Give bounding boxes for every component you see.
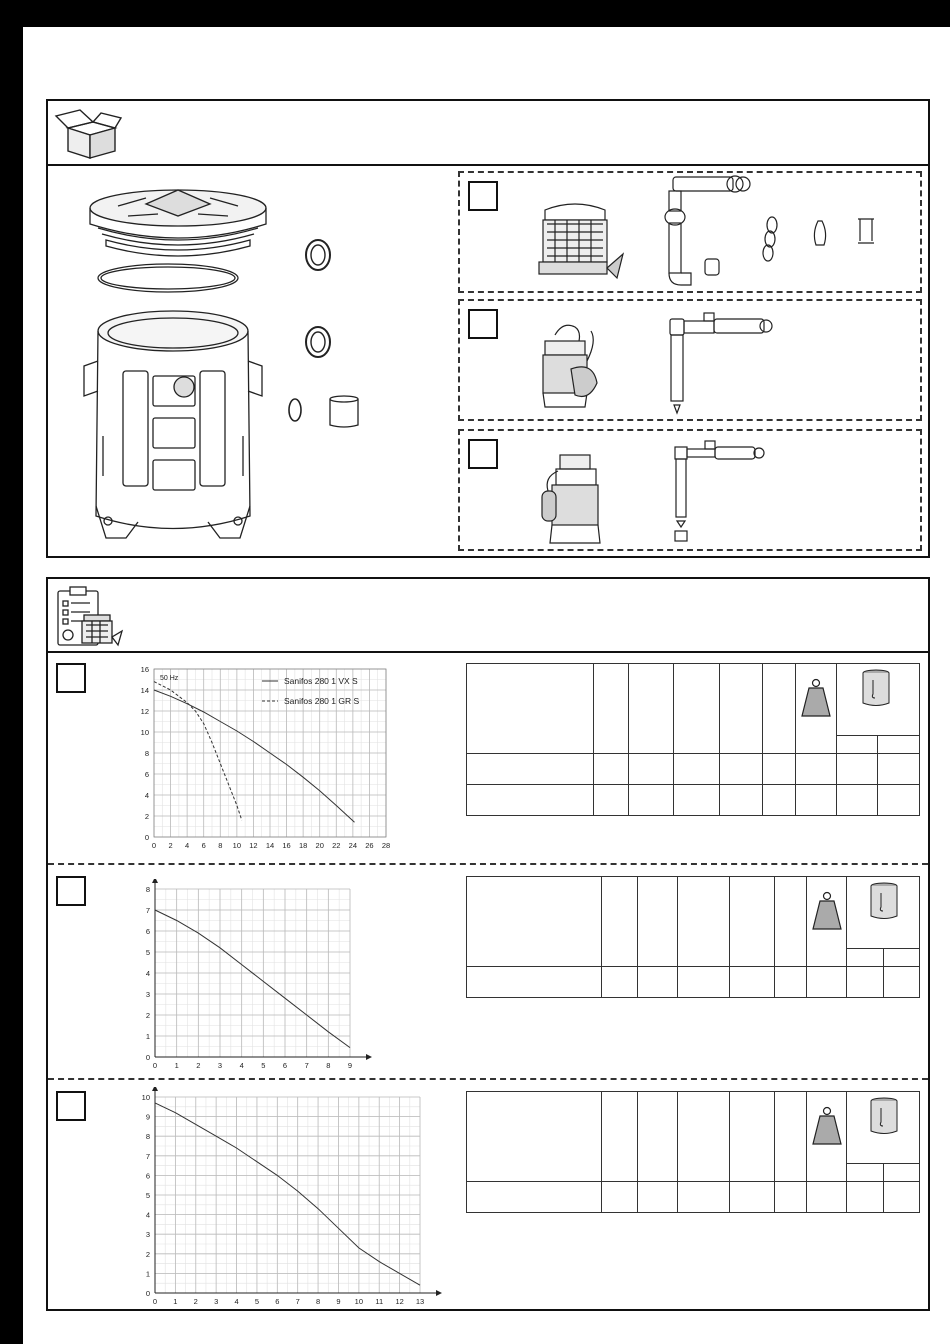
y-tick-label: 8	[145, 1132, 150, 1142]
y-tick-label: 2	[145, 1011, 150, 1020]
x-tick-label: 2	[168, 841, 173, 850]
x-tick-label: 16	[282, 841, 291, 850]
y-tick-label: 6	[144, 770, 149, 779]
pump-vortex-drawing	[535, 321, 615, 416]
y-tick-label: 1	[145, 1032, 150, 1041]
x-tick-label: 0	[152, 1061, 158, 1070]
x-tick-label: 2	[193, 1297, 198, 1306]
y-tick-label: 0	[145, 1289, 150, 1298]
box-icon	[53, 106, 123, 161]
x-tick-label: 4	[239, 1061, 244, 1070]
y-tick-label: 3	[145, 990, 150, 999]
x-tick-label: 8	[218, 841, 223, 850]
x-tick-label: 0	[152, 1297, 158, 1306]
option-number-box-2	[468, 309, 498, 339]
section-number-box-3	[56, 1091, 86, 1121]
x-tick-label: 7	[295, 1297, 300, 1306]
x-axis-arrow	[436, 1290, 442, 1296]
x-tick-label: 12	[249, 841, 258, 850]
x-tick-label: 8	[326, 1061, 331, 1070]
x-tick-label: 1	[174, 1061, 179, 1070]
pipe-sleeve	[328, 395, 360, 429]
spec-table-3	[466, 1091, 920, 1213]
series-line	[154, 690, 355, 822]
option-box-3	[458, 429, 922, 551]
seal-ring-middle	[303, 324, 333, 360]
clipboard-pump-icon	[54, 585, 126, 649]
y-tick-label: 10	[140, 728, 149, 737]
chart-annotation: 50 Hz	[160, 675, 179, 682]
x-tick-label: 13	[415, 1297, 425, 1306]
y-tick-label: 0	[145, 1053, 150, 1062]
tank-icon	[859, 668, 893, 708]
option-box-1	[458, 171, 922, 293]
option-number-box-3	[468, 439, 498, 469]
y-tick-label: 5	[145, 1191, 150, 1200]
y-tick-label: 5	[145, 948, 150, 957]
y-tick-label: 1	[145, 1269, 150, 1279]
x-tick-label: 7	[304, 1061, 309, 1070]
y-tick-label: 4	[144, 791, 149, 800]
y-tick-label: 4	[145, 969, 150, 978]
y-tick-label: 12	[140, 707, 149, 716]
pipe-kit-2-drawing	[660, 305, 780, 417]
performance-chart-1	[130, 663, 400, 855]
y-tick-label: 2	[144, 812, 149, 821]
x-tick-label: 12	[395, 1297, 404, 1306]
performance-chart-2	[130, 879, 390, 1075]
x-axis-arrow	[366, 1054, 372, 1060]
legend-label: Sanifos 280 1 GR S	[284, 696, 360, 706]
package-contents-header	[48, 101, 928, 166]
chain-and-shackles-drawing	[760, 213, 880, 273]
x-tick-label: 5	[254, 1297, 260, 1306]
x-tick-label: 6	[201, 841, 206, 850]
x-tick-label: 0	[151, 841, 157, 850]
legend-label: Sanifos 280 1 VX S	[284, 676, 358, 686]
x-tick-label: 5	[261, 1061, 266, 1070]
y-tick-label: 3	[145, 1230, 150, 1240]
package-contents-panel	[46, 99, 930, 558]
pipe-kit-1-drawing	[655, 173, 765, 291]
y-tick-label: 6	[145, 1171, 150, 1181]
weight-icon	[810, 891, 844, 931]
tank-icon	[867, 881, 901, 921]
x-tick-label: 8	[315, 1297, 321, 1306]
tank-icon	[867, 1096, 901, 1136]
y-tick-label: 0	[144, 833, 149, 842]
pipe-kit-3-drawing	[665, 435, 775, 547]
o-ring	[286, 397, 304, 423]
x-tick-label: 20	[315, 841, 324, 850]
weight-icon	[799, 678, 833, 718]
tank-assembly-drawing	[78, 186, 298, 551]
x-tick-label: 3	[217, 1061, 223, 1070]
section-divider-2	[48, 1078, 928, 1080]
performance-header	[48, 579, 928, 653]
y-tick-label: 4	[145, 1210, 150, 1220]
option-number-box-1	[468, 181, 498, 211]
x-tick-label: 14	[265, 841, 275, 850]
top-black-bar	[0, 0, 950, 27]
pump-vx-drawing	[535, 198, 625, 283]
x-tick-label: 6	[282, 1061, 288, 1070]
y-tick-label: 9	[145, 1112, 150, 1122]
section-number-box-1	[56, 663, 86, 693]
y-tick-label: 7	[145, 906, 150, 915]
x-tick-label: 2	[196, 1061, 201, 1070]
section-number-box-2	[56, 876, 86, 906]
weight-icon	[810, 1106, 844, 1146]
left-black-bar	[0, 0, 23, 1344]
y-axis-arrow	[152, 1087, 158, 1091]
x-tick-label: 28	[381, 841, 391, 850]
y-tick-label: 8	[145, 885, 150, 894]
option-box-2	[458, 299, 922, 421]
y-tick-label: 10	[141, 1093, 150, 1102]
pump-gr-drawing	[538, 451, 618, 549]
x-tick-label: 1	[173, 1297, 178, 1306]
x-tick-label: 18	[298, 841, 308, 850]
performance-chart-3	[130, 1087, 450, 1309]
x-tick-label: 10	[354, 1297, 364, 1306]
y-axis-arrow	[152, 879, 158, 883]
x-tick-label: 24	[348, 841, 358, 850]
x-tick-label: 9	[347, 1061, 353, 1070]
y-tick-label: 2	[145, 1249, 150, 1259]
performance-panel	[46, 577, 930, 1311]
x-tick-label: 3	[214, 1297, 219, 1306]
y-tick-label: 16	[140, 665, 149, 674]
x-tick-label: 10	[232, 841, 242, 850]
y-tick-label: 7	[145, 1151, 150, 1161]
seal-ring-top	[303, 237, 333, 273]
x-tick-label: 26	[365, 841, 374, 850]
x-tick-label: 6	[275, 1297, 280, 1306]
x-tick-label: 11	[375, 1297, 384, 1306]
spec-table-2	[466, 876, 920, 998]
section-divider-1	[48, 863, 928, 865]
x-tick-label: 22	[332, 841, 341, 850]
y-tick-label: 14	[140, 686, 149, 695]
x-tick-label: 4	[234, 1297, 239, 1306]
spec-table-1	[466, 663, 920, 816]
x-tick-label: 4	[185, 841, 190, 850]
x-tick-label: 9	[336, 1297, 341, 1306]
y-tick-label: 6	[145, 927, 150, 936]
y-tick-label: 8	[144, 749, 149, 758]
